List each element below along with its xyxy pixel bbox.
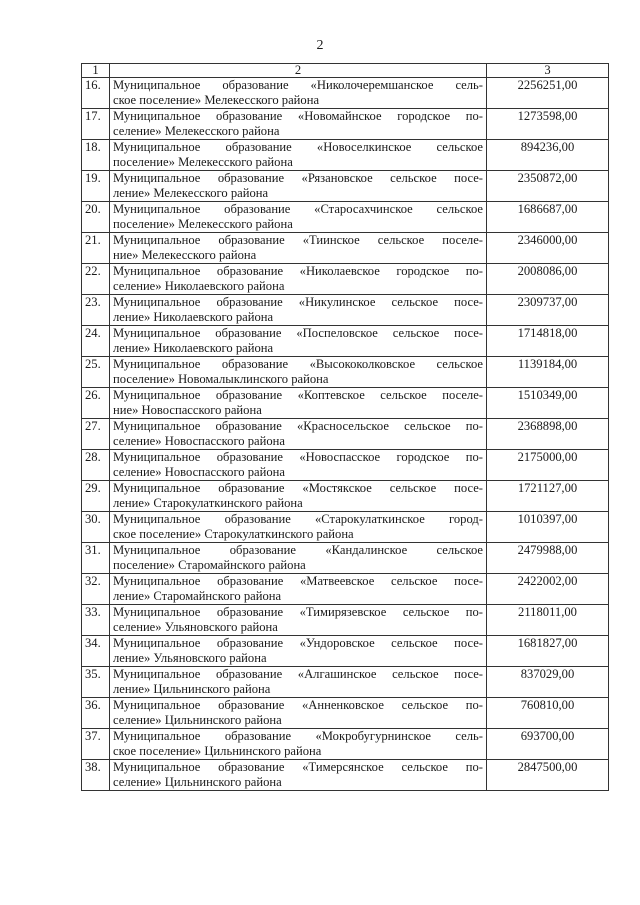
municipality-name-line2: селение» Цильнинского района (113, 713, 282, 727)
municipality-name-line2: ление» Николаевского района (113, 310, 274, 324)
municipality-name-line1: Муниципальное образование «Новомайнское городское по- (113, 109, 483, 123)
row-number: 36. (82, 698, 110, 729)
municipality-name (110, 698, 487, 729)
amount-value: 1510349,00 (487, 388, 609, 419)
row-number: 21. (82, 233, 110, 264)
municipality-name (110, 171, 487, 202)
table-row (82, 109, 609, 140)
municipality-name-line2: поселение» Мелекесского района (113, 217, 293, 231)
row-number: 34. (82, 636, 110, 667)
municipality-name-line1: Муниципальное образование «Тимирязевское сельское по- (113, 605, 483, 619)
municipality-name-line2: ское поселение» Мелекесского района (113, 93, 320, 107)
row-number: 27. (82, 419, 110, 450)
amount-value: 2422002,00 (487, 574, 609, 605)
amount-value: 1273598,00 (487, 109, 609, 140)
municipality-name-line1: Муниципальное образование «Старокулаткинское город- (113, 512, 483, 526)
table-row (82, 543, 609, 574)
table-row (82, 140, 609, 171)
row-number: 33. (82, 605, 110, 636)
municipality-name (110, 760, 487, 791)
municipality-name (110, 326, 487, 357)
table-row (82, 698, 609, 729)
table-row (82, 636, 609, 667)
municipality-name (110, 543, 487, 574)
amount-value: 2256251,00 (487, 78, 609, 109)
municipality-name (110, 450, 487, 481)
municipality-name (110, 729, 487, 760)
table-row (82, 450, 609, 481)
municipality-name-line1: Муниципальное образование «Рязановское сельское посе- (113, 171, 483, 185)
municipality-name (110, 295, 487, 326)
amount-value: 894236,00 (487, 140, 609, 171)
municipality-name-line1: Муниципальное образование «Ундоровское сельское посе- (113, 636, 483, 650)
municipality-name-line1: Муниципальное образование «Тиинское сельское поселе- (113, 233, 483, 247)
table-row (82, 171, 609, 202)
municipality-name (110, 419, 487, 450)
row-number: 26. (82, 388, 110, 419)
amount-value: 1721127,00 (487, 481, 609, 512)
row-number: 18. (82, 140, 110, 171)
municipality-name (110, 78, 487, 109)
column-header-name: 2 (110, 64, 487, 78)
municipality-name-line2: ление» Старокулаткинского района (113, 496, 303, 510)
table-row (82, 264, 609, 295)
municipality-name (110, 109, 487, 140)
row-number: 16. (82, 78, 110, 109)
row-number: 38. (82, 760, 110, 791)
table-row (82, 729, 609, 760)
amount-value: 1010397,00 (487, 512, 609, 543)
municipality-name-line2: ление» Старомайнского района (113, 589, 282, 603)
municipality-name-line1: Муниципальное образование «Коптевское сельское поселе- (113, 388, 483, 402)
municipality-name-line1: Муниципальное образование «Новоселкинское сельское (113, 140, 483, 154)
municipality-name-line2: поселение» Старомайнского района (113, 558, 306, 572)
municipality-name-line2: ское поселение» Старокулаткинского района (113, 527, 354, 541)
municipality-name (110, 202, 487, 233)
municipality-name-line2: селение» Новоспасского района (113, 434, 286, 448)
row-number: 17. (82, 109, 110, 140)
municipality-name-line2: селение» Мелекесского района (113, 124, 280, 138)
row-number: 30. (82, 512, 110, 543)
amount-value: 1139184,00 (487, 357, 609, 388)
municipality-name (110, 636, 487, 667)
row-number: 28. (82, 450, 110, 481)
municipality-name-line1: Муниципальное образование «Матвеевское сельское посе- (113, 574, 483, 588)
municipality-name-line1: Муниципальное образование «Анненковское сельское по- (113, 698, 483, 712)
table-row (82, 326, 609, 357)
municipality-name-line2: ние» Новоспасского района (113, 403, 262, 417)
municipality-name-line1: Муниципальное образование «Старосахчинское сельское (113, 202, 483, 216)
municipality-name (110, 264, 487, 295)
table-row (82, 419, 609, 450)
municipality-name-line1: Муниципальное образование «Новоспасское городское по- (113, 450, 483, 464)
municipality-name-line2: ление» Николаевского района (113, 341, 274, 355)
municipality-name (110, 140, 487, 171)
municipality-name-line2: ление» Мелекесского района (113, 186, 269, 200)
table-row (82, 667, 609, 698)
table-row (82, 78, 609, 109)
row-number: 29. (82, 481, 110, 512)
table-row (82, 512, 609, 543)
table-row (82, 295, 609, 326)
row-number: 20. (82, 202, 110, 233)
table-row (82, 605, 609, 636)
table-row (82, 481, 609, 512)
municipality-name-line1: Муниципальное образование «Николаевское городское по- (113, 264, 483, 278)
row-number: 19. (82, 171, 110, 202)
table-header-row (82, 64, 609, 78)
municipality-name-line2: селение» Ульяновского района (113, 620, 278, 634)
municipality-name-line1: Муниципальное образование «Красносельское сельское по- (113, 419, 483, 433)
municipality-name-line1: Муниципальное образование «Мостякское сельское посе- (113, 481, 483, 495)
amount-value: 2479988,00 (487, 543, 609, 574)
amount-value: 2847500,00 (487, 760, 609, 791)
municipal-table (81, 63, 609, 791)
amount-value: 1681827,00 (487, 636, 609, 667)
municipality-name-line2: селение» Цильнинского района (113, 775, 282, 789)
amount-value: 693700,00 (487, 729, 609, 760)
municipality-name (110, 667, 487, 698)
amount-value: 2118011,00 (487, 605, 609, 636)
municipality-name-line2: ское поселение» Цильнинского района (113, 744, 322, 758)
amount-value: 2309737,00 (487, 295, 609, 326)
municipality-name-line2: селение» Новоспасского района (113, 465, 286, 479)
municipality-name (110, 388, 487, 419)
municipality-name (110, 233, 487, 264)
municipality-name-line1: Муниципальное образование «Мокробугурнинское сель- (113, 729, 483, 743)
amount-value: 2008086,00 (487, 264, 609, 295)
municipality-name (110, 512, 487, 543)
table-row (82, 202, 609, 233)
municipality-name (110, 574, 487, 605)
municipality-name-line2: поселение» Новомалыклинского района (113, 372, 329, 386)
municipality-name-line1: Муниципальное образование «Алгашинское сельское посе- (113, 667, 483, 681)
row-number: 35. (82, 667, 110, 698)
municipality-name-line1: Муниципальное образование «Высококолковское сельское (113, 357, 483, 371)
row-number: 31. (82, 543, 110, 574)
row-number: 23. (82, 295, 110, 326)
row-number: 22. (82, 264, 110, 295)
municipality-name-line1: Муниципальное образование «Николочеремшанское сель- (113, 78, 483, 92)
column-header-number: 1 (82, 64, 110, 78)
amount-value: 760810,00 (487, 698, 609, 729)
table-row (82, 574, 609, 605)
municipality-name-line1: Муниципальное образование «Никулинское сельское посе- (113, 295, 483, 309)
municipality-name-line1: Муниципальное образование «Поспеловское сельское посе- (113, 326, 483, 340)
municipality-name-line2: ление» Цильнинского района (113, 682, 271, 696)
amount-value: 1686687,00 (487, 202, 609, 233)
column-header-value: 3 (487, 64, 609, 78)
municipality-name-line1: Муниципальное образование «Кандалинское сельское (113, 543, 483, 557)
row-number: 25. (82, 357, 110, 388)
page-number: 2 (316, 38, 324, 53)
row-number: 24. (82, 326, 110, 357)
municipality-name-line2: селение» Николаевского района (113, 279, 285, 293)
row-number: 32. (82, 574, 110, 605)
table-row (82, 357, 609, 388)
amount-value: 2350872,00 (487, 171, 609, 202)
amount-value: 1714818,00 (487, 326, 609, 357)
municipality-name (110, 605, 487, 636)
amount-value: 2368898,00 (487, 419, 609, 450)
municipality-name-line2: поселение» Мелекесского района (113, 155, 293, 169)
amount-value: 2175000,00 (487, 450, 609, 481)
table-row (82, 233, 609, 264)
amount-value: 837029,00 (487, 667, 609, 698)
municipality-name-line2: ление» Ульяновского района (113, 651, 267, 665)
municipality-name-line1: Муниципальное образование «Тимерсянское сельское по- (113, 760, 483, 774)
municipality-name-line2: ние» Мелекесского района (113, 248, 257, 262)
row-number: 37. (82, 729, 110, 760)
table-row (82, 760, 609, 791)
amount-value: 2346000,00 (487, 233, 609, 264)
municipality-name (110, 357, 487, 388)
table-row (82, 388, 609, 419)
municipality-name (110, 481, 487, 512)
